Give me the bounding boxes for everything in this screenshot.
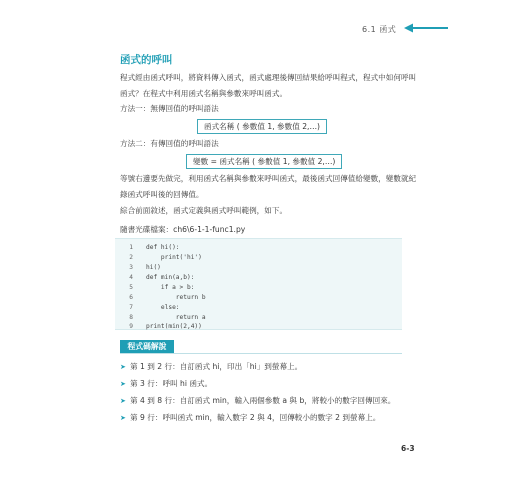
explanation-bullet <box>120 361 302 373</box>
chevron-right-icon: ➤ <box>120 414 126 422</box>
code-text: return b <box>146 294 206 301</box>
explanation-bullet <box>120 412 380 424</box>
code-text: return a <box>146 314 206 321</box>
chevron-right-icon: ➤ <box>120 380 126 388</box>
bullet-text: 第 1 到 2 行：自訂函式 hi，印出「hi」到螢幕上。 <box>130 362 303 371</box>
intro-paragraph: 程式經由函式呼叫，將資料傳入函式，函式處理後傳回結果給呼叫程式，程式中如何呼叫函式？在程式中利用函式名稱與參數來呼叫函式。 <box>120 73 417 98</box>
code-listing <box>115 238 402 330</box>
running-header: 6.1 函式 <box>362 25 397 34</box>
code-text: def min(a,b): <box>146 274 195 281</box>
line-number: 3 <box>129 264 133 271</box>
explanation-bullet <box>120 395 395 407</box>
summary-paragraph: 綜合前面敘述，函式定義與函式呼叫範例，如下。 <box>120 206 288 215</box>
chevron-right-icon: ➤ <box>120 397 126 405</box>
code-text: if a > b: <box>146 284 195 291</box>
chevron-right-icon: ➤ <box>120 363 126 371</box>
code-explanation-badge: 程式碼解說 <box>120 340 174 354</box>
line-number: 2 <box>129 254 133 261</box>
method1-label: 方法一：無傳回值的呼叫語法 <box>120 104 219 113</box>
line-number: 7 <box>129 304 133 311</box>
page-number: 6-3 <box>401 444 415 453</box>
code-text: print(min(2,4)) <box>146 323 202 330</box>
code-text: hi() <box>146 264 161 271</box>
line-number: 5 <box>129 284 133 291</box>
file-label: 隨書光碟檔案：ch6\6-1-1-func1.py <box>120 225 246 234</box>
section-divider <box>120 353 402 354</box>
code-text: else: <box>146 304 180 311</box>
header-arrow-icon <box>404 23 448 33</box>
note-paragraph: 等號右邊要先做完，利用函式名稱與參數來呼叫函式，最後函式回傳值給變數，變數就紀錄函式呼叫後的回傳值。 <box>120 174 417 199</box>
section-title: 函式的呼叫 <box>120 54 173 66</box>
line-number: 4 <box>129 274 133 281</box>
line-number: 8 <box>129 314 133 321</box>
method2-syntax-box: 變數 = 函式名稱 ( 參數值 1, 參數值 2,…) <box>186 154 342 169</box>
bullet-text: 第 9 行：呼叫函式 min，輸入數字 2 與 4，回傳較小的數字 2 到螢幕上。 <box>130 413 381 422</box>
method1-syntax-box: 函式名稱 ( 參數值 1, 參數值 2,…) <box>197 119 327 134</box>
bullet-text: 第 3 行：呼叫 hi 函式。 <box>130 379 213 388</box>
code-text: def hi(): <box>146 244 180 251</box>
explanation-bullet <box>120 378 212 390</box>
line-number: 1 <box>129 244 133 251</box>
line-number: 6 <box>129 294 133 301</box>
bullet-text: 第 4 到 8 行：自訂函式 min，輸入兩個參數 a 與 b，將較小的數字回傳回來。 <box>130 396 396 405</box>
line-number: 9 <box>129 323 133 330</box>
code-text: print('hi') <box>146 254 202 261</box>
method2-label: 方法二：有傳回值的呼叫語法 <box>120 139 219 148</box>
